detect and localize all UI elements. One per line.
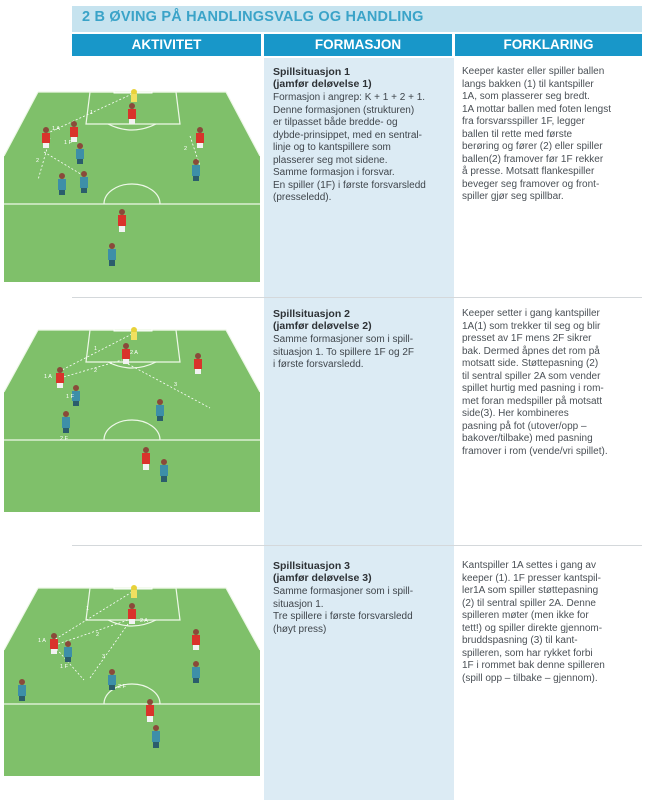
blue-player — [18, 679, 26, 701]
blue-player — [156, 399, 164, 421]
pitch-diagram-1 — [4, 80, 260, 282]
page-title: 2 B ØVING PÅ HANDLINGSVALG OG HANDLING — [82, 9, 424, 25]
column-header-explanation: FORKLARING — [455, 34, 642, 56]
blue-player — [62, 411, 70, 433]
section-2-explanation: Keeper setter i gang kantspiller 1A(1) som trekker til seg og blir presset av 1F mens 2F sikrer bak. Dermed åpnes det rom på motsatt side. Støttepasning (2) til sentral spiller 2A som vender spillet hurtig med pasning i rom- met foran medspiller på motsatt side(3). Her kombineres pasning på fot (utover/opp – bakover/tilbake) med pasning framover i rom (vende/vri spillet). — [462, 308, 608, 457]
red-player — [70, 121, 78, 142]
section-1-title: Spillsituasjon 1 (jamfør deløvelse 1) — [273, 66, 372, 90]
label-1f: 1 F — [66, 394, 74, 400]
label-pass-1: 1 — [94, 346, 98, 352]
red-player — [42, 127, 50, 148]
label-1a: 1 A — [38, 638, 46, 644]
goalkeeper-yellow — [131, 89, 137, 102]
label-1a: 1 A — [44, 374, 52, 380]
pitch-surface — [4, 330, 260, 512]
label-2a: 2 A — [140, 618, 148, 624]
label-pass-3: 3 — [174, 382, 178, 388]
blue-player — [152, 725, 160, 748]
section-3-formation: Samme formasjoner som i spill- situasjon 1. Tre spillere i første forsvarsledd (høyt press) — [273, 586, 414, 635]
red-player — [118, 209, 126, 232]
label-2a: 2 A — [130, 350, 138, 356]
blue-player — [64, 641, 72, 662]
red-player — [142, 447, 150, 470]
pitch-diagram-2 — [4, 322, 260, 512]
section-2-title: Spillsituasjon 2 (jamfør deløvelse 2) — [273, 308, 372, 332]
goalkeeper-yellow — [131, 327, 137, 340]
label-1a: 1 A — [52, 126, 60, 132]
blue-player — [108, 669, 116, 690]
red-player — [56, 367, 64, 388]
label-2f: 2 F — [118, 684, 126, 690]
red-player — [128, 103, 136, 124]
blue-player — [80, 171, 88, 193]
section-divider — [72, 297, 642, 298]
section-1-explanation: Keeper kaster eller spiller ballen langs bakken (1) til kantspiller 1A, som plasserer seg bredt. 1A mottar ballen med foten lengst fra forsvarsspiller 1F, legger ballen til rette med første berøring og fører (2) eller spiller ballen(2) framover før 1F rekker å presse. Motsatt flankespiller beveger seg framover og front- spiller gjør seg spillbar. — [462, 66, 611, 202]
blue-player — [108, 243, 116, 266]
label-pass-1: 1 — [86, 606, 90, 612]
blue-player — [76, 143, 84, 164]
label-pass-1: 1 — [90, 110, 94, 116]
red-player — [128, 603, 136, 624]
red-player — [194, 353, 202, 374]
pitch-diagram-3 — [4, 580, 260, 776]
blue-player — [192, 661, 200, 683]
label-run-2: 2 — [184, 146, 188, 152]
blue-player — [192, 159, 200, 181]
label-pass-2: 2 — [96, 632, 100, 638]
label-2f: 2 F — [60, 436, 68, 442]
red-player — [50, 633, 58, 654]
label-pass-2: 2 — [94, 368, 98, 374]
section-1-formation: Formasjon i angrep: K + 1 + 2 + 1. Denne formasjonen (strukturen) er tilpasset både bredde- og dybde-prinsippet, med en sentral- linje og to kantspillere som plasserer seg mot sidene. Samme formasjon i forsvar. En spiller (1F) i første forsvarsledd (presseledd). — [273, 92, 426, 203]
blue-player — [58, 173, 66, 195]
label-pass-2: 2 — [36, 158, 40, 164]
section-divider — [72, 545, 642, 546]
column-header-activity: AKTIVITET — [72, 34, 261, 56]
red-player — [146, 699, 154, 722]
goalkeeper-yellow — [131, 585, 137, 598]
red-player — [122, 343, 130, 364]
section-3-title: Spillsituasjon 3 (jamfør deløvelse 3) — [273, 560, 372, 584]
section-3-explanation: Kantspiller 1A settes i gang av keeper (1). 1F presser kantspil- ler1A som spiller støttepasning (2) til sentral spiller 2A. Denne spilleren møter (men ikke for tett!) og spiller direkte gjennom- bruddspasning (3) til kant- spilleren, som har rykket forbi 1F i rommet bak denne spilleren (spill opp – tilbake – gjennom). — [462, 560, 605, 684]
section-2-formation: Samme formasjoner som i spill- situasjon 1. To spillere 1F og 2F i første forsvarsledd. — [273, 334, 415, 370]
red-player — [196, 127, 204, 148]
label-1f: 1 F — [64, 140, 72, 146]
column-header-formation: FORMASJON — [264, 34, 452, 56]
blue-player — [160, 459, 168, 482]
label-pass-3: 3 — [102, 654, 106, 660]
label-1f: 1 F — [60, 664, 68, 670]
red-player — [192, 629, 200, 650]
